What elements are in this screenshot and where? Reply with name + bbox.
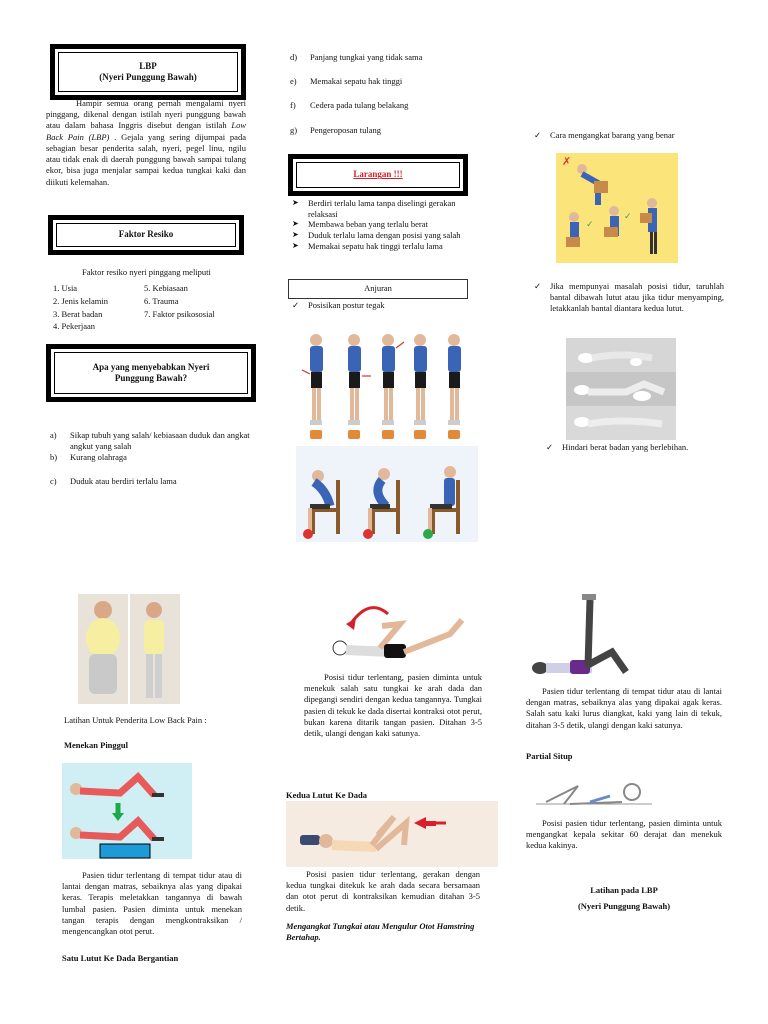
cause-item bbox=[290, 76, 490, 86]
sleep-text: Jika mempunyai masalah posisi tidur, taruhlah bantal dibawah lutut atau jika tidur menyamping, letakkanlah bantal diantara kedua lutut. bbox=[550, 281, 724, 314]
footer-line2: (Nyeri Punggung Bawah) bbox=[577, 901, 671, 912]
thumb-icons bbox=[310, 430, 460, 439]
cause-item bbox=[290, 100, 490, 110]
one-knee-image bbox=[300, 596, 476, 670]
intro-italic: Low Back Pain (LBP) bbox=[46, 120, 246, 142]
ex4-title: Mengangkat Tungkai atau Mengulur Otot Hamstring Bertahap. bbox=[286, 921, 475, 943]
risk-list-right bbox=[144, 282, 215, 320]
svg-text:✓: ✓ bbox=[586, 220, 594, 230]
cause-item bbox=[50, 452, 250, 463]
chair-3 bbox=[423, 466, 460, 539]
weight-loss-photo bbox=[78, 594, 180, 704]
cause-mark: d) bbox=[290, 52, 298, 62]
weight-tip bbox=[546, 442, 688, 453]
larangan-text: Membawa beban yang terlalu berat bbox=[308, 219, 428, 230]
doc-title: LBP bbox=[139, 60, 157, 71]
check-icon: ✓ bbox=[292, 300, 300, 310]
larangan-item bbox=[292, 230, 482, 241]
cause-text: Pengeroposan tulang bbox=[310, 124, 382, 135]
arrow-bullet-icon: ➤ bbox=[292, 219, 299, 229]
svg-text:✓: ✓ bbox=[624, 212, 632, 222]
cause-mark: f) bbox=[290, 100, 296, 111]
wrong-lift bbox=[562, 155, 608, 205]
check-icon: ✓ bbox=[534, 281, 542, 291]
two-knees-image bbox=[286, 801, 498, 867]
larangan-text: Memakai sepatu hak tinggi terlalu lama bbox=[308, 240, 443, 251]
anjuran-title: Anjuran bbox=[364, 283, 392, 294]
risk-item: 3. Berat badan bbox=[53, 308, 103, 319]
ex1-text: Pasien tidur terlentang di tempat tidur atau di lantai dengan matras, sebaiknya alas yang dipakai keras. Terapis meletakkan tangannya di bawah lumbal pasien. Pasien diminta untuk menekan tangan terapis dengan mengkontraksikan / mengencangkan otot perut. bbox=[62, 870, 242, 937]
ex2-title: Satu Lutut Ke Dada Bergantian bbox=[62, 953, 179, 963]
arrow-bullet-icon: ➤ bbox=[292, 198, 299, 207]
cause-text: Panjang tungkai yang tidak sama bbox=[310, 52, 423, 62]
cause-text: Cedera pada tulang belakang bbox=[310, 100, 409, 111]
cause-item bbox=[290, 125, 490, 135]
before-figure bbox=[86, 601, 120, 694]
svg-text:✗: ✗ bbox=[562, 155, 572, 168]
cause-title-line2: Punggung Bawah? bbox=[114, 373, 188, 383]
arrow-bullet-icon: ➤ bbox=[292, 240, 299, 250]
figure-1 bbox=[302, 334, 323, 425]
risk-item: 2. Jenis kelamin bbox=[53, 295, 109, 306]
cause-item bbox=[290, 52, 490, 62]
figure-5 bbox=[448, 334, 461, 425]
leg-raise-image bbox=[526, 592, 638, 680]
sleep-tip bbox=[534, 281, 724, 315]
larangan-title-box bbox=[288, 154, 468, 196]
footer-title bbox=[526, 882, 722, 914]
cause-item bbox=[50, 476, 250, 487]
cause-title-line1: Apa yang menyebabkan Nyeri bbox=[92, 361, 210, 372]
risk-item: 4. Pekerjaan bbox=[53, 321, 96, 332]
ex5-text: Posisi pasien tidur terlentang, pasien diminta untuk mengangkat kepala sekitar 60 derajat dan menekuk kedua kakinya. bbox=[526, 818, 722, 851]
intro-paragraph bbox=[46, 98, 246, 188]
figure-4 bbox=[414, 334, 427, 425]
footer-line1: Latihan pada LBP bbox=[590, 885, 658, 895]
larangan-title-inner bbox=[296, 162, 460, 188]
doc-subtitle: (Nyeri Punggung Bawah) bbox=[99, 72, 197, 82]
pelvic-figure-bottom bbox=[70, 821, 164, 841]
title-box-inner bbox=[58, 52, 238, 92]
chair-2 bbox=[363, 468, 400, 539]
cause-text: Memakai sepatu hak tinggi bbox=[310, 76, 403, 87]
lift-heading bbox=[534, 130, 675, 141]
cause-item bbox=[50, 430, 250, 452]
arrow-bullet-icon: ➤ bbox=[292, 229, 299, 239]
risk-item: 6. Trauma bbox=[144, 295, 179, 306]
check-icon: ✓ bbox=[534, 130, 542, 140]
risk-list-left bbox=[53, 282, 108, 333]
risk-item: 7. Faktor psikososial bbox=[144, 308, 215, 319]
risk-title: Faktor Resiko bbox=[118, 229, 174, 240]
cause-list-1 bbox=[50, 430, 250, 487]
cause-list-2 bbox=[290, 52, 490, 135]
ex2-text: Posisi tidur terlentang, pasien diminta untuk menekuk salah satu tungkai ke arah dada dan dipegangi sendiri dengan kedua tangannya. Tungkai pasien di tekuk ke dada disertai kontraksi otot perut, bukan karena ditarik tangan pasien. Ditahan 3-5 detik, ulangi dengan kaki satunya. bbox=[304, 672, 482, 739]
title-box bbox=[50, 44, 246, 100]
larangan-text: Duduk terlalu lama dengan posisi yang salah bbox=[308, 229, 461, 240]
cause-mark: c) bbox=[50, 475, 57, 486]
larangan-item bbox=[292, 219, 482, 230]
anjuran-item bbox=[292, 300, 385, 311]
larangan-item bbox=[292, 241, 482, 252]
larangan-title: Larangan !!! bbox=[353, 169, 403, 180]
cause-mark: e) bbox=[290, 76, 297, 87]
cause-mark: b) bbox=[50, 452, 58, 463]
cause-text: Sikap tubuh yang salah/ kebiasaan duduk dan angkat angkut yang salah bbox=[70, 430, 250, 452]
ex1-title: Menekan Pinggul bbox=[64, 740, 128, 750]
cause-text: Kurang olahraga bbox=[70, 452, 127, 463]
ex3-text: Posisi pasien tidur terlentang, gerakan dengan kedua tungkai ditekuk ke arah dada secara bersamaan dan otot perut di kontraksikan kemudian ditahan 3-5 detik. bbox=[286, 869, 480, 913]
larangan-item bbox=[292, 198, 482, 219]
figure-3 bbox=[382, 334, 404, 425]
check-icon: ✓ bbox=[546, 442, 554, 452]
weight-text: Hindari berat badan yang berlebihan. bbox=[562, 442, 689, 452]
intro-post: . Gejala yang sering dijumpai pada sebagian besar penderita salah, nyeri, pegel linu, ngilu atau tidak enak di daerah punggung bawah sampai tulang ekor, bisa juga menjalar sampai kedua tungkai kaki dan diikuti kelemahan. bbox=[46, 131, 246, 187]
lifting-image bbox=[556, 153, 678, 263]
after-figure bbox=[144, 602, 164, 698]
cause-mark: a) bbox=[50, 430, 57, 440]
lift-title: Cara mengangkat barang yang benar bbox=[550, 130, 675, 140]
risk-intro: Faktor resiko nyeri pinggang meliputi bbox=[82, 267, 211, 277]
pelvic-figure-top bbox=[70, 777, 164, 797]
risk-item: 5. Kebiasaan bbox=[144, 283, 188, 293]
cause-text: Duduk atau berdiri terlalu lama bbox=[70, 475, 177, 486]
risk-title-box bbox=[48, 215, 244, 255]
anjuran-box bbox=[288, 279, 468, 299]
correct-lift bbox=[566, 198, 657, 254]
anjuran-text: Posisikan postur tegak bbox=[308, 300, 385, 310]
posture-standing-image bbox=[296, 326, 478, 444]
sleeping-image bbox=[566, 338, 676, 440]
cause-mark: g) bbox=[290, 124, 298, 135]
partial-situp-image bbox=[530, 766, 658, 814]
risk-title-inner bbox=[56, 223, 236, 247]
cause-title-inner bbox=[54, 352, 248, 394]
ex4-text: Pasien tidur terlentang di tempat tidur atau di lantai dengan matras, sebaiknya alas yang dipakai agak keras. Salah satu kaki lurus diangkat, kaki yang lain di tekuk, ditahan 3-5 detik, ulangi dengan kaki satunya. bbox=[526, 686, 722, 730]
larangan-list bbox=[292, 198, 482, 251]
pelvic-press-image bbox=[62, 763, 192, 859]
cause-title-box bbox=[46, 344, 256, 402]
posture-sitting-image bbox=[296, 446, 478, 542]
ex3-title: Kedua Lutut Ke Dada bbox=[286, 790, 367, 800]
exercise-intro: Latihan Untuk Penderita Low Back Pain : bbox=[64, 715, 207, 725]
risk-item: 1. Usia bbox=[53, 283, 78, 293]
chair-1 bbox=[303, 470, 340, 539]
larangan-text: Berdiri terlalu lama tanpa diselingi gerakan relaksasi bbox=[308, 198, 456, 219]
figure-2 bbox=[348, 334, 371, 425]
ex5-title: Partial Situp bbox=[526, 751, 573, 761]
intro-pre: Hampir semua orang pernah mengalami nyeri pinggang, dikenal dengan istilah nyeri punggung bawah atau dalam bahasa Inggris disebut dengan istilah bbox=[46, 98, 246, 131]
